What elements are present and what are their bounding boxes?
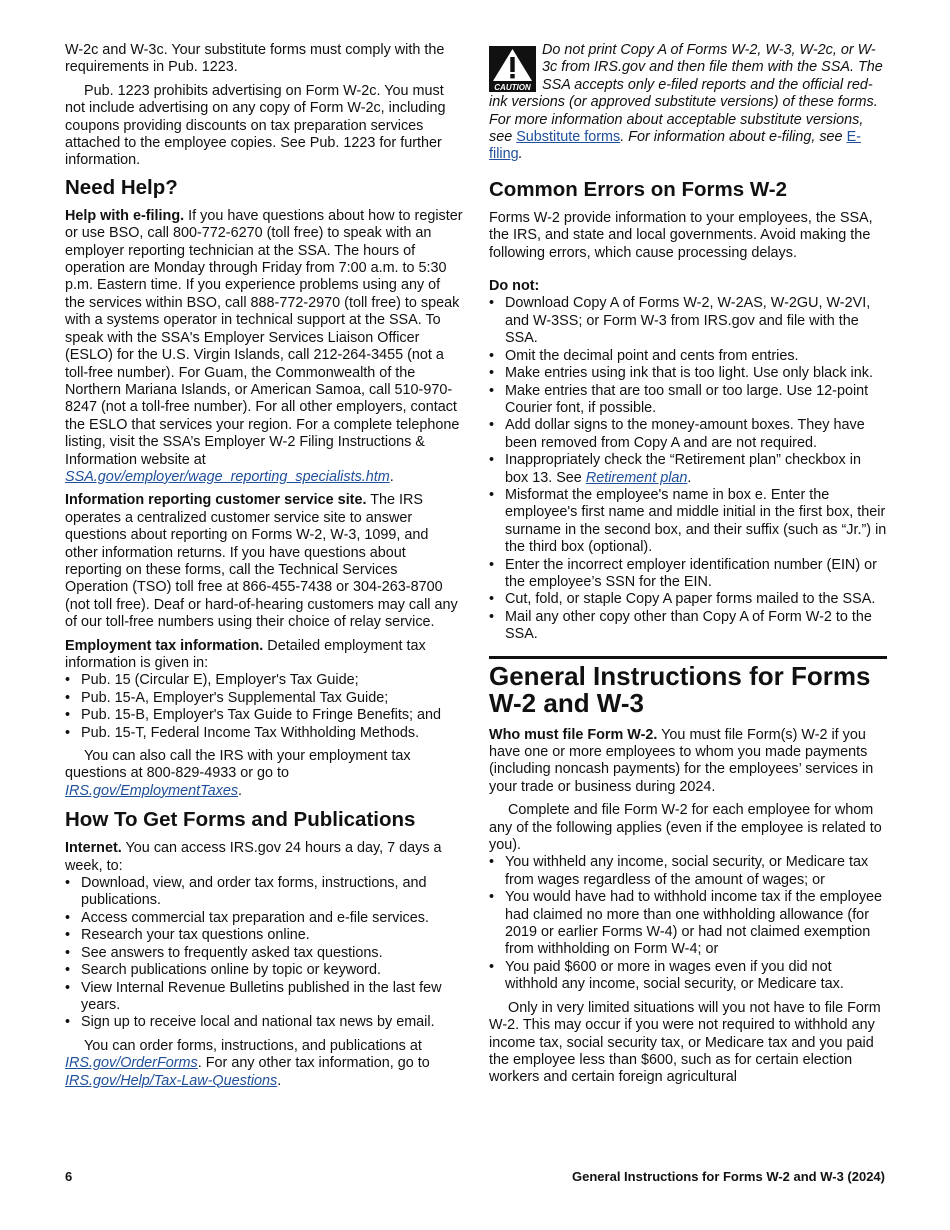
general-instructions-heading: General Instructions for Forms W-2 and W-3 [489, 656, 887, 717]
list-item: • Research your tax questions online. [65, 927, 463, 944]
list-item: • Misformat the employee's name in box e. Enter the employee's first name and middle initial in the first box, their surname in the second box, and their suffix (such as “Jr.”) in the third box (optional). [489, 487, 887, 557]
order-forms-link[interactable]: IRS.gov/OrderForms [65, 1055, 198, 1072]
list-item: • View Internal Revenue Bulletins published in the last few years. [65, 980, 463, 1015]
who-must-file-paragraph [489, 727, 887, 797]
info-reporting-text: The IRS operates a centralized customer service site to answer questions about reporting on Forms W-2, W-3, 1099, and other information returns. If you have questions about reporting on these forms, call the Technical Services Operation (TSO) toll free at 866-455-7438 or 304-263-8700 (not toll free). Deaf or hard-of-hearing customers may call any of our toll-free numbers using their choice of relay service. [65, 492, 458, 631]
intro-paragraph-2: Pub. 1223 prohibits advertising on Form W-2c. You must not include advertising on any copy of Form W-2c, including coupons providing discounts on tax preparation services attached to the employee copies. See Pub. 1223 for further information. [65, 82, 446, 169]
e-filing-link[interactable]: E-filing [489, 129, 861, 163]
employment-tax-text: Detailed employment tax information is given in: [65, 637, 426, 671]
list-item: • See answers to frequently asked tax questions. [65, 945, 463, 962]
page-number: 6 [65, 1169, 73, 1184]
list-item: • Make entries using ink that is too light. Use only black ink. [489, 365, 887, 382]
info-reporting-run-in-head: Information reporting customer service site. [65, 492, 367, 509]
list-item: • Access commercial tax preparation and e-file services. [65, 910, 463, 927]
ssa-specialists-link[interactable]: SSA.gov/employer/wage_reporting_specialists.htm [65, 468, 390, 485]
order-forms-paragraph: You can order forms, instructions, and publications at IRS.gov/OrderForms. For any other tax information, go to IRS.gov/Help/Tax-Law-Questions. [65, 1037, 430, 1089]
list-item: • Download Copy A of Forms W-2, W-2AS, W-2GU, W-2VI, and W-3SS; or Form W-3 from IRS.gov and file with the SSA. [489, 295, 887, 347]
substitute-forms-link[interactable]: Substitute forms [516, 129, 621, 146]
employment-tax-paragraph [65, 638, 463, 673]
caution-block: CAUTION Do not print Copy A of Forms W-2, W-3, W-2c, or W-3c from IRS.gov and then file them with the SSA. The SSA accepts only e-filed reports and the official red-ink versions (or approved substitute versions) of these forms. For more information about acceptable substitute versions, see Substitute forms. For information about e-filing, see E-filing. [489, 42, 883, 163]
need-help-heading: Need Help? [65, 175, 178, 199]
list-item: • You paid $600 or more in wages even if you did not withhold any income, social security, or Medicare tax. [489, 959, 887, 994]
retirement-text: Inappropriately check the “Retirement plan” checkbox in box 13. See [505, 452, 861, 486]
tax-law-questions-link[interactable]: IRS.gov/Help/Tax-Law-Questions [65, 1072, 278, 1089]
caution-text: Do not print Copy A of Forms W-2, W-3, W-2c, or W-3c from IRS.gov and then file them with the SSA. The SSA accepts only e-filed reports and the official red-ink versions (or approved substitute versions) of these forms. For more information about acceptable substitute versions, see [489, 42, 883, 146]
list-item: • Download, view, and order tax forms, instructions, and publications. [65, 875, 463, 910]
retirement-plan-link[interactable]: Retirement plan [585, 469, 688, 486]
info-reporting-paragraph [65, 492, 463, 631]
common-errors-heading: Common Errors on Forms W-2 [489, 177, 788, 201]
complete-file-paragraph: Complete and file Form W-2 for each employee for whom any of the following applies (even if the employee is related to you). [489, 802, 882, 854]
caution-icon [489, 46, 536, 92]
list-item: • Enter the incorrect employer identification number (EIN) or the employee’s SSN for the EIN. [489, 557, 887, 592]
list-item: • Pub. 15-T, Federal Income Tax Withholding Methods. [65, 725, 463, 742]
forms-publications-heading: How To Get Forms and Publications [65, 808, 416, 832]
list-item: • Sign up to receive local and national tax news by email. [65, 1014, 463, 1031]
list-item: • Add dollar signs to the money-amount boxes. They have been removed from Copy A and are not required. [489, 417, 887, 452]
right-column [489, 42, 887, 1093]
list-item: • Search publications online by topic or keyword. [65, 962, 463, 979]
list-item: • You withheld any income, social security, or Medicare tax from wages regardless of the amount of wages; or [489, 854, 887, 889]
list-item: • Cut, fold, or staple Copy A paper forms mailed to the SSA. [489, 591, 887, 608]
do-not-label: Do not: [489, 278, 540, 295]
common-errors-list [489, 295, 887, 643]
footer-document-title: General Instructions for Forms W-2 and W-3 (2024) [572, 1169, 885, 1184]
limited-situations-paragraph: Only in very limited situations will you not have to file Form W-2. This may occur if you were not required to withhold any income tax, social security tax, or Medicare tax and you paid the employee less than $600, such as for certain election workers and certain foreign agricultural [489, 999, 881, 1086]
employment-call-paragraph: You can also call the IRS with your employment tax questions at 800-829-4933 or go to IRS.gov/EmploymentTaxes. [65, 748, 411, 799]
list-item: • Pub. 15-A, Employer's Supplemental Tax Guide; [65, 690, 463, 707]
who-must-file-run-in-head: Who must file Form W-2. [489, 726, 658, 743]
list-item: • You would have had to withhold income tax if the employee had claimed no more than one withholding allowance (for 2019 or earlier Forms W-4) or had not claimed exemption from withholding on Form W-4; or [489, 889, 887, 959]
caution-text-2: . For information about e-filing, see [620, 129, 843, 146]
errors-intro: Forms W-2 provide information to your employees, the SSA, the IRS, and state and local governments. Avoid making the following errors, which cause processing delays. [489, 209, 873, 261]
list-item: • Omit the decimal point and cents from entries. [489, 348, 887, 365]
list-item: • Pub. 15-B, Employer's Tax Guide to Fringe Benefits; and [65, 707, 463, 724]
efiling-run-in-head: Help with e-filing. [65, 207, 185, 224]
list-item: • Make entries that are too small or too large. Use 12-point Courier font, if possible. [489, 383, 887, 418]
internet-paragraph [65, 840, 463, 875]
efiling-paragraph: Help with e-filing. If you have questions about how to register or use BSO, call 800-772-6270 (toll free) to speak with an employer reporting technician at the SSA. The hours of operation are Monday through Friday from 7:00 a.m. to 5:30 p.m. Eastern time. If you experience problems using any of the services within BSO, call 888-772-2970 (toll free) to speak with a systems operator in technical support at the SSA. To speak with the SSA's Employer Services Liaison Officer (ESLO) for the U.S. Virgin Islands, call 212-264-3455 (not a toll-free number). For Guam, the Commonwealth of the Northern Mariana Islands, or American Samoa, call 510-970-8247 (not a toll-free number). For all other employers, contact the ESLO that services your region. For a complete telephone listing, visit the SSA’s Employer W-2 Filing Instructions & Information website at SSA.gov/employer/wage_reporting_specialists.htm. [65, 207, 463, 485]
list-item: • Mail any other copy other than Copy A of Form W-2 to the SSA. [489, 609, 887, 644]
list-item: • Pub. 15 (Circular E), Employer's Tax Guide; [65, 672, 463, 689]
order-text: You can order forms, instructions, and publications at [84, 1037, 422, 1054]
order-text-2: . For any other tax information, go to [197, 1055, 430, 1072]
employment-call-text: You can also call the IRS with your employment tax questions at 800-829-4933 or go to [65, 748, 411, 782]
left-column [65, 42, 463, 1096]
who-must-file-text: You must file Form(s) W-2 if you have one or more employees to whom you made payments (including noncash payments) for the employees’ services in your trade or business during 2024. [489, 726, 874, 795]
employment-tax-run-in-head: Employment tax information. [65, 637, 264, 654]
internet-run-in-head: Internet. [65, 840, 122, 857]
list-item: • Inappropriately check the “Retirement plan” checkbox in box 13. See Retirement plan. [489, 452, 887, 487]
intro-paragraph-1: W-2c and W-3c. Your substitute forms must comply with the requirements in Pub. 1223. [65, 42, 445, 76]
employment-tax-list [65, 672, 463, 742]
caution-label: CAUTION [494, 83, 531, 92]
internet-text: You can access IRS.gov 24 hours a day, 7 days a week, to: [65, 840, 442, 874]
who-must-file-list [489, 854, 887, 993]
efiling-text: If you have questions about how to register or use BSO, call 800-772-6270 (toll free) to speak with an employer reporting technician at the SSA. The hours of operation are Monday through Friday from 7:00 a.m. to 5:30 p.m. Eastern time. If you experience problems using any of the services within BSO, call 888-772-2970 (toll free) to speak with a systems operator in technical support at the SSA. To speak with the SSA's Employer Services Liaison Officer (ESLO) for the U.S. Virgin Islands, call 212-264-3455 (not a toll-free number). For Guam, the Commonwealth of the Northern Mariana Islands, or American Samoa, call 510-970-8247 (not a toll-free number). For all other employers, contact the ESLO that services your region. For a complete telephone listing, visit the SSA’s Employer W-2 Filing Instructions & Information website at [65, 207, 463, 468]
internet-list [65, 875, 463, 1032]
employment-taxes-link[interactable]: IRS.gov/EmploymentTaxes [65, 782, 239, 799]
